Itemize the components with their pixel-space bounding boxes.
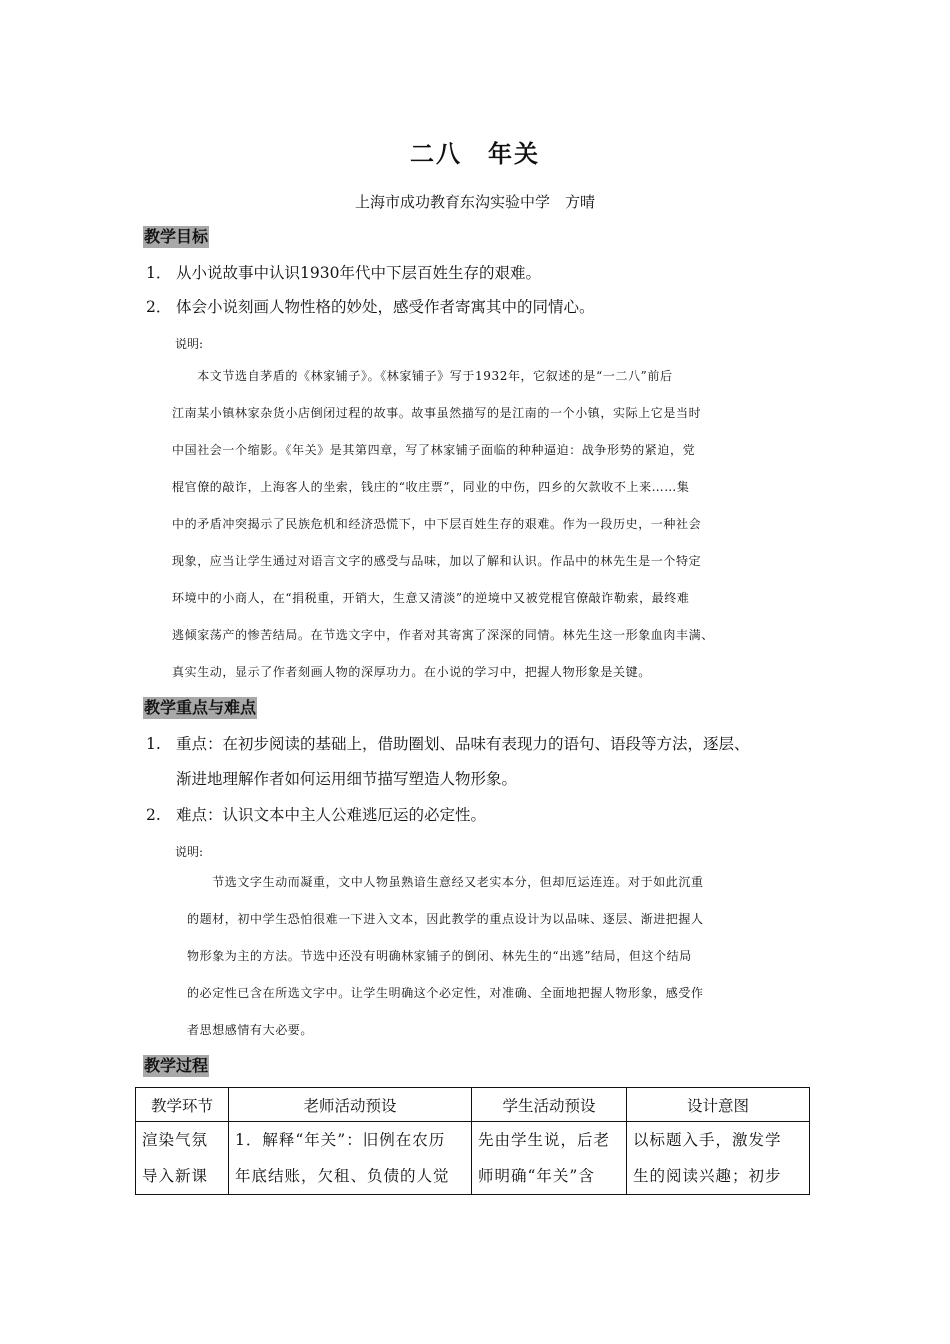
section-heading-process: 教学过程 (144, 1056, 209, 1075)
note-line: 物形象为主的方法。节选中还没有明确林家铺子的倒闭、林先生的“出逃”结局，但这个结局 (187, 949, 692, 963)
focus-item-2 (146, 804, 486, 826)
note-line: 节选文字生动而凝重，文中人物虽熟谙生意经又老实本分，但却厄运连连。对于如此沉重 (187, 875, 704, 889)
note-line: 逃倾家荡产的惨苦结局。在节选文字中，作者对其寄寓了深深的同情。林先生这一形象血肉丰满、 (172, 628, 714, 642)
goals-note (172, 358, 776, 691)
goal-item-2 (146, 296, 595, 318)
table-header-cell: 学生活动预设 (472, 1088, 627, 1122)
note-line: 现象，应当让学生通过对语言文字的感受与品味，加以了解和认识。作品中的林先生是一个特定 (172, 554, 702, 568)
note-line: 本文节选自茅盾的《林家铺子》。《林家铺子》写于1932年，它叙述的是“一二八”前后 (172, 369, 673, 383)
focus-item-1 (146, 733, 750, 755)
note-line: 棍官僚的敲诈，上海客人的坐索，钱庄的“收庄票”，同业的中伤，四乡的欠款收不上来……集 (172, 480, 690, 494)
note-line: 中国社会一个缩影。《年关》是其第四章，写了林家铺子面临的种种逼迫：战争形势的紧迫，党 (172, 443, 696, 457)
section-heading-goals: 教学目标 (144, 227, 209, 246)
section-heading-focus: 教学重点与难点 (144, 698, 257, 717)
process-table (135, 1087, 810, 1195)
note-line: 环境中的小商人，在“捐税重，开销大，生意又清淡”的逆境中又被党棍官僚敲诈勒索，最终难 (172, 591, 690, 605)
note-label: 说明: (175, 337, 204, 351)
author-line: 上海市成功教育东沟实验中学 方晴 (354, 193, 595, 211)
table-header-cell: 教学环节 (136, 1088, 229, 1122)
goal-item-number: 1． (146, 264, 172, 282)
table-header-cell: 老师活动预设 (229, 1088, 472, 1122)
goal-item-number: 2． (146, 298, 172, 316)
note-line: 者思想感情有大必要。 (187, 1023, 314, 1037)
note-line: 中的矛盾冲突揭示了民族危机和经济恐慌下，中下层百姓生存的艰难。作为一段历史，一种社会 (172, 517, 702, 531)
goal-item-1 (146, 262, 541, 284)
table-cell: 1．解释“年关”：旧例在农历 年底结账，欠租、负债的人觉 (229, 1122, 472, 1195)
note-label: 说明: (175, 845, 204, 859)
focus-item-text: 渐进地理解作者如何运用细节描写塑造人物形象。 (176, 770, 518, 788)
goal-item-text: 从小说故事中认识1930年代中下层百姓生存的艰难。 (176, 264, 541, 282)
table-header-row (136, 1088, 810, 1122)
table-cell: 以标题入手，激发学 生的阅读兴趣；初步 (627, 1122, 810, 1195)
goal-item-text: 体会小说刻画人物性格的妙处，感受作者寄寓其中的同情心。 (176, 298, 595, 316)
focus-item-text: 重点：在初步阅读的基础上，借助圈划、品味有表现力的语句、语段等方法，逐层、 (176, 735, 750, 753)
table-header-cell: 设计意图 (627, 1088, 810, 1122)
focus-item-1-continued (176, 768, 517, 790)
note-line: 江南某小镇林家杂货小店倒闭过程的故事。故事虽然描写的是江南的一个小镇，实际上它是当时 (172, 406, 702, 420)
focus-item-number: 1. (146, 735, 161, 753)
note-line: 的题材，初中学生恐怕很难一下进入文本，因此教学的重点设计为以品味、逐层、渐进把握人 (187, 912, 704, 926)
focus-item-number: 2. (146, 806, 161, 824)
note-line: 的必定性已含在所选文字中。让学生明确这个必定性，对准确、全面地把握人物形象，感受作 (187, 986, 704, 1000)
table-cell: 渲染气氛 导入新课 (136, 1122, 229, 1195)
focus-note (187, 864, 779, 1049)
note-line: 真实生动，显示了作者刻画人物的深厚功力。在小说的学习中，把握人物形象是关键。 (172, 665, 651, 679)
page-title: 二八 年关 (410, 140, 540, 168)
table-row (136, 1122, 810, 1195)
focus-item-text: 难点：认识文本中主人公难逃厄运的必定性。 (176, 806, 487, 824)
table-cell: 先由学生说，后老 师明确“年关”含 (472, 1122, 627, 1195)
